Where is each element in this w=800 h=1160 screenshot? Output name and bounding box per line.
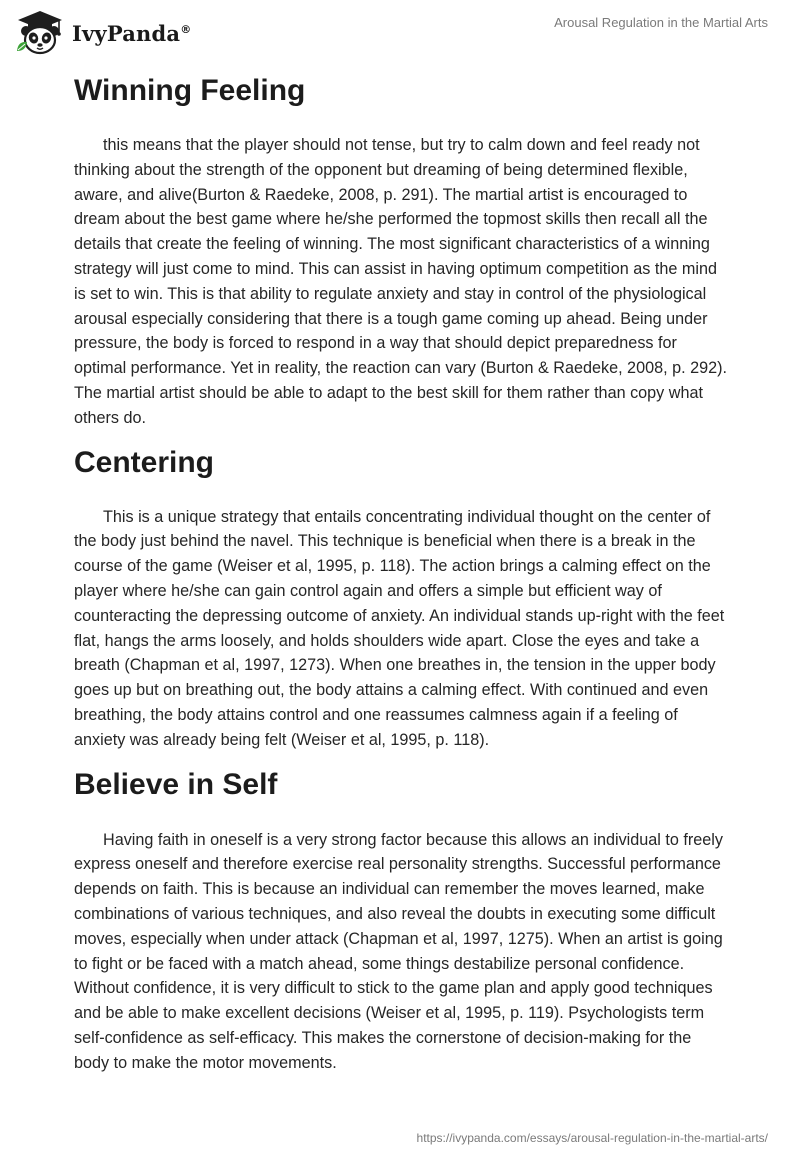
essay-content <box>74 72 728 1076</box>
panda-logo-icon <box>14 9 66 55</box>
source-url-link[interactable]: https://ivypanda.com/essays/arousal-regulation-in-the-martial-arts/ <box>416 1131 768 1145</box>
page-header <box>0 0 800 60</box>
logo-text <box>72 21 191 46</box>
section-paragraph-believe-in-self: Having faith in oneself is a very strong factor because this allows an individual to freely express oneself and therefore exercise real personality strengths. Successful performance depends on faith. This is because an individual can remember the moves learned, make combinations of various techniques, and also reveal the doubts in executing some difficult moves, especially when under attack (Chapman et al, 1997, 1275). When an artist is going to fight or be faced with a match ahead, some things destabilize personal confidence. Without confidence, it is very difficult to stick to the game plan and apply good techniques and be able to make excellent decisions (Weiser et al, 1995, p. 119). Psychologists term self-confidence as self-efficacy. This makes the cornerstone of decision-making for the body to make the motor movements. <box>74 830 723 1072</box>
section-heading-winning-feeling: Winning Feeling <box>74 74 306 107</box>
section-heading-believe-in-self: Believe in Self <box>74 767 278 801</box>
section-paragraph-centering: This is a unique strategy that entails concentrating individual thought on the center of the body just behind the navel. This technique is beneficial when there is a break in the course of the game (Weiser et al, 1995, p. 118). The action brings a calming effect on the player where he/she can gain control again and offers a simple but efficient way of counteracting the depressing outcome of anxiety. An individual stands up-right with the feet flat, hangs the arms loosely, and holds shoulders wide apart. Close the eyes and take a breath (Chapman et al, 1997, 1273). When one breathes in, the tension in the upper body goes up but on breathing out, the body attains a calming effect. With continued and even breathing, the body attains control and one reassumes calmness again if a feeling of anxiety was already being felt (Weiser et al, 1995, p. 118). <box>74 507 725 749</box>
registered-mark: ® <box>180 22 192 36</box>
logo-brand-name: IvyPanda <box>72 20 181 46</box>
document-title: Arousal Regulation in the Martial Arts <box>554 15 768 30</box>
section-heading-centering: Centering <box>74 445 215 479</box>
ivypanda-logo[interactable] <box>14 8 191 56</box>
section-paragraph-winning-feeling: this means that the player should not tense, but try to calm down and feel ready not thinking about the strength of the opponent but dreaming of being determined flexible, aware, and alive(Burton & Raedeke, 2008, p. 291). The martial artist is encouraged to dream about the best game where he/she performed the topmost skills then recall all the details that create the feeling of winning. The most significant characteristics of a winning strategy will just come to mind. This can assist in having optimum competition as the mind is set to win. This is that ability to regulate anxiety and stay in control of the physiological arousal especially considering that there is a tough game coming up ahead. Being under pressure, the body is forced to respond in a way that should depict preparedness for optimal performance. Yet in reality, the reaction can vary (Burton & Raedeke, 2008, p. 292). The martial artist should be able to adapt to the best skill for them rather than copy what others do. <box>74 136 727 427</box>
